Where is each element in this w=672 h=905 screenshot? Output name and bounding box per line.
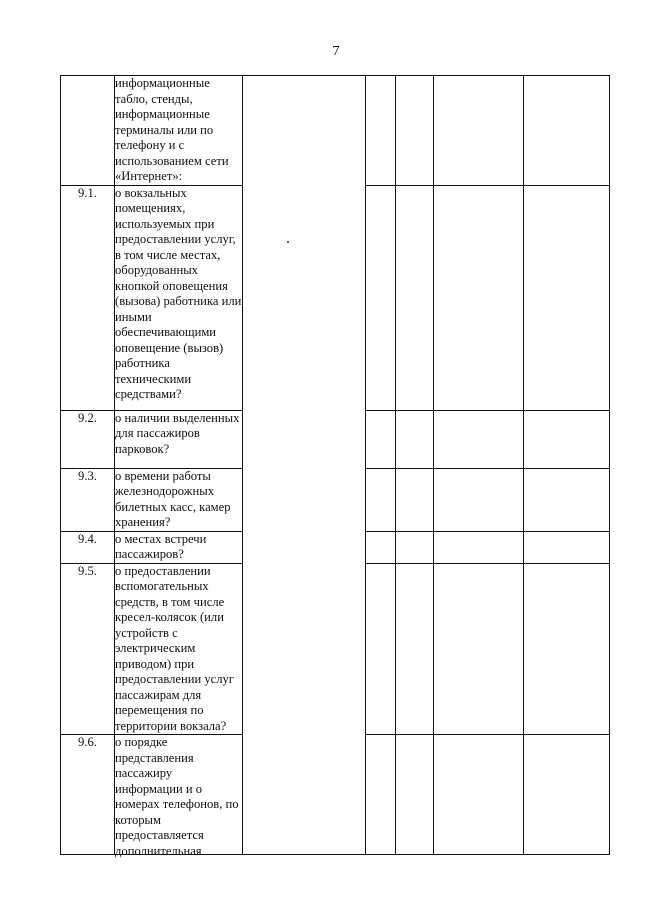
table-row [61, 76, 610, 186]
row-number: 9.4. [61, 531, 115, 563]
empty-cell [434, 531, 524, 563]
empty-cell [434, 76, 524, 186]
empty-cell [366, 563, 396, 735]
row-question: о вокзальных помещениях, используемых при предоставлении услуг, в том числе местах, оборудованных кнопкой оповещения (вызова) работника или иными обеспечивающими оповещение (вызов) работника техническими средствами? [115, 185, 243, 410]
row-question: о наличии выделенных для пассажиров парковок? [115, 410, 243, 468]
row-question: о предоставлении вспомогательных средств, в том числе кресел-колясок (или устройств с электрическим приводом) при предоставлении услуг пассажирам для перемещения по территории вокзала? [115, 563, 243, 735]
row-question: о местах встречи пассажиров? [115, 531, 243, 563]
row-question: информационные табло, стенды, информационные терминалы или по телефону и с использованием сети «Интернет»: [115, 76, 243, 186]
empty-cell [366, 185, 396, 410]
row-number: 9.2. [61, 410, 115, 468]
row-number [61, 76, 115, 186]
row-number: 9.5. [61, 563, 115, 735]
empty-cell [366, 531, 396, 563]
scan-speck [287, 241, 289, 243]
row-question: о времени работы железнодорожных билетных касс, камер хранения? [115, 468, 243, 531]
row-number: 9.3. [61, 468, 115, 531]
page-number: 7 [332, 44, 340, 59]
empty-cell [396, 185, 434, 410]
empty-cell [366, 468, 396, 531]
empty-cell [396, 531, 434, 563]
empty-cell [524, 410, 610, 468]
merged-empty-cell [243, 76, 366, 855]
empty-cell [396, 76, 434, 186]
empty-cell [396, 468, 434, 531]
empty-cell [396, 563, 434, 735]
empty-cell [524, 76, 610, 186]
empty-cell [524, 735, 610, 855]
empty-cell [366, 735, 396, 855]
empty-cell [366, 76, 396, 186]
empty-cell [366, 410, 396, 468]
empty-cell [524, 563, 610, 735]
empty-cell [434, 410, 524, 468]
row-question-cell [115, 735, 243, 858]
empty-cell [524, 531, 610, 563]
row-question: о порядке представления пассажиру информации и о номерах телефонов, по которым предоставляется дополнительная [115, 735, 239, 858]
empty-cell [434, 563, 524, 735]
empty-cell [524, 468, 610, 531]
checklist-table [60, 75, 610, 858]
empty-cell [396, 410, 434, 468]
empty-cell [396, 735, 434, 855]
row-number: 9.6. [61, 735, 115, 855]
row-number: 9.1. [61, 185, 115, 410]
empty-cell [434, 185, 524, 410]
empty-cell [434, 735, 524, 855]
empty-cell [434, 468, 524, 531]
empty-cell [524, 185, 610, 410]
